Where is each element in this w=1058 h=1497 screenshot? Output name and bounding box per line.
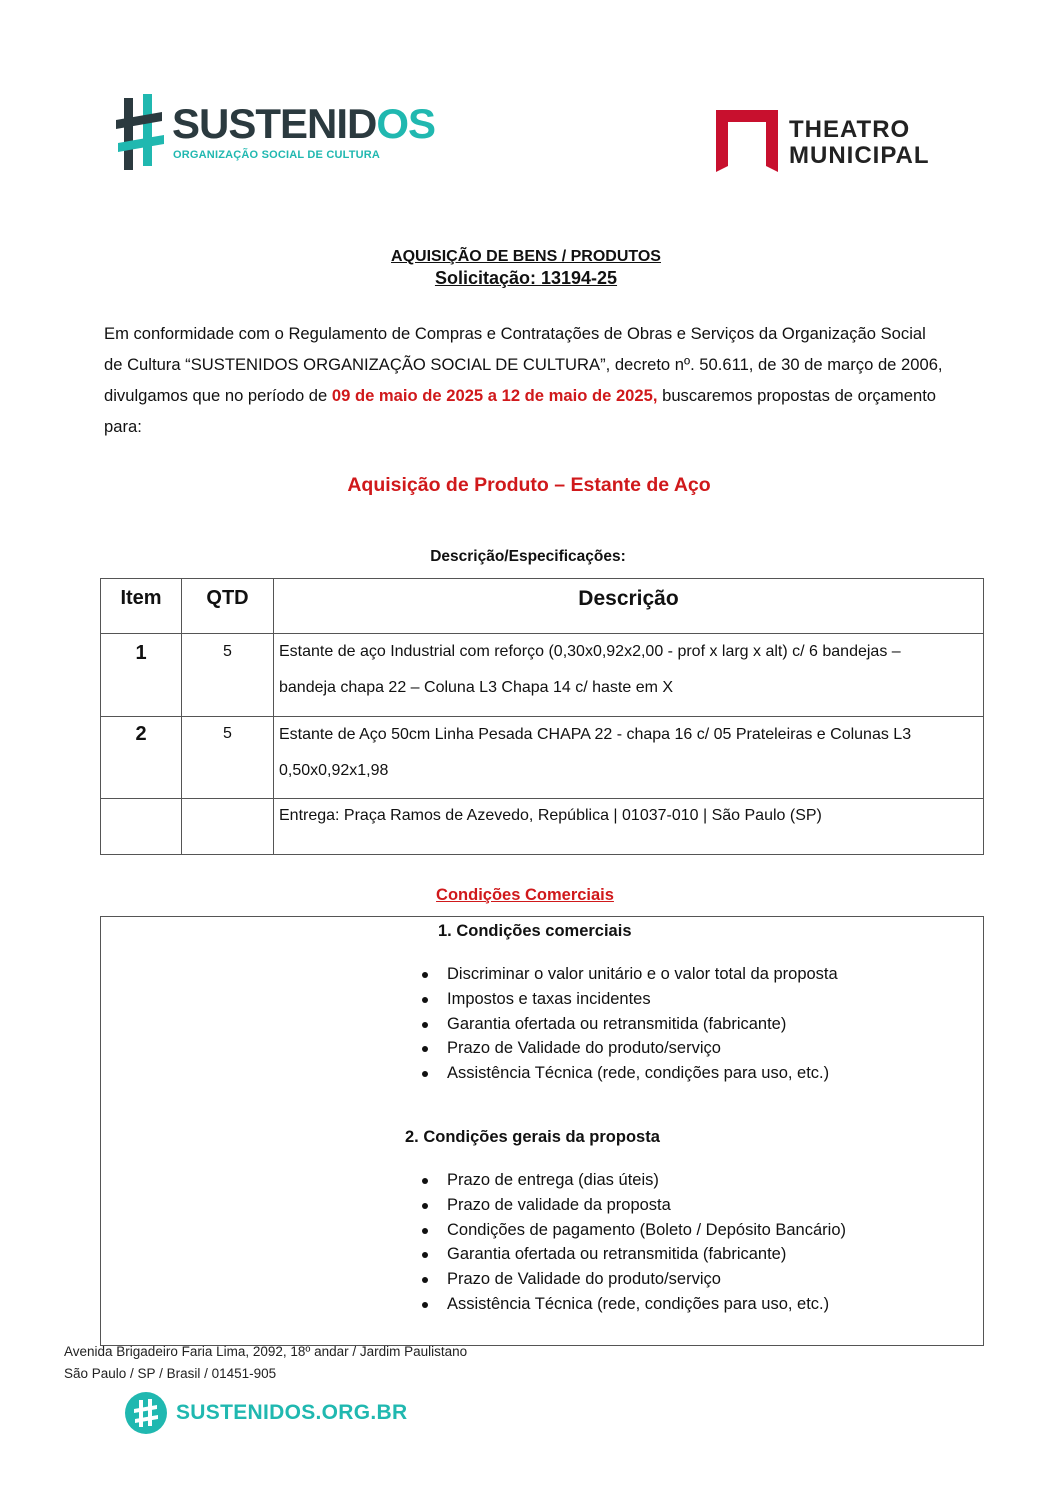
list-item: Prazo de validade da proposta <box>447 1193 846 1218</box>
intro-paragraph <box>104 318 944 442</box>
row-qty-cell <box>181 716 274 799</box>
section1-list <box>447 962 838 1086</box>
list-item: Garantia ofertada ou retransmitida (fabricante) <box>447 1242 846 1267</box>
row-description-line2: bandeja chapa 22 – Coluna L3 Chapa 14 c/ haste em X <box>279 679 674 696</box>
delivery-address: Entrega: Praça Ramos de Azevedo, República | 01037-010 | São Paulo (SP) <box>273 798 984 855</box>
row-qty: 5 <box>223 725 232 742</box>
list-item: Prazo de entrega (dias úteis) <box>447 1168 846 1193</box>
intro-text-after: buscaremos propostas de orçamento para: <box>104 386 937 436</box>
theatro-frame-icon <box>716 110 778 172</box>
delivery-empty-cell <box>100 798 182 855</box>
list-item: Assistência Técnica (rede, condições para uso, etc.) <box>447 1292 846 1317</box>
list-item: Assistência Técnica (rede, condições para uso, etc.) <box>447 1061 838 1086</box>
intro-period: 09 de maio de 2025 a 12 de maio de 2025, <box>331 386 658 405</box>
table-row <box>100 716 182 799</box>
list-item: Impostos e taxas incidentes <box>447 987 838 1012</box>
list-item: Condições de pagamento (Boleto / Depósito Bancário) <box>447 1218 846 1243</box>
delivery-empty-cell <box>181 798 274 855</box>
row-description-cell <box>273 716 984 799</box>
row-description-line1: Estante de Aço 50cm Linha Pesada CHAPA 22 - chapa 16 c/ 05 Prateleiras e Colunas L3 <box>279 726 912 743</box>
row-item-number: 2 <box>135 723 147 745</box>
row-qty: 5 <box>223 643 232 660</box>
specs-heading: Descrição/Especificações: <box>430 548 626 565</box>
section2-title: 2. Condições gerais da proposta <box>405 1128 660 1146</box>
list-item: Prazo de Validade do produto/serviço <box>447 1036 838 1061</box>
footer-url[interactable]: SUSTENIDOS.ORG.BR <box>176 1401 408 1424</box>
table-header-description: Descrição <box>273 578 984 634</box>
table-row <box>100 633 182 717</box>
product-heading: Aquisição de Produto – Estante de Aço <box>347 474 711 496</box>
row-description-line2: 0,50x0,92x1,98 <box>279 762 389 779</box>
row-qty-cell <box>181 633 274 717</box>
table-header-item: Item <box>100 578 182 634</box>
table-header-qty: QTD <box>181 578 274 634</box>
intro-text-before: Em conformidade com o Regulamento de Compras e Contratações de Obras e Serviços da Organização Social de Cultura “SUSTENIDOS ORGANIZAÇÃO SOCIAL DE CULTURA”, decreto nº. 50.611, de 30 de março de 2006, divulgamos que no período de <box>104 324 943 405</box>
request-number: Solicitação: 13194-25 <box>434 268 618 288</box>
document-title: AQUISIÇÃO DE BENS / PRODUTOS <box>391 248 661 265</box>
row-description-line1: Estante de aço Industrial com reforço (0,30x0,92x2,00 - prof x larg x alt) c/ 6 bandejas – <box>279 643 901 660</box>
hash-circle-icon <box>124 1391 168 1435</box>
list-item: Garantia ofertada ou retransmitida (fabricante) <box>447 1012 838 1037</box>
conditions-heading: Condições Comerciais <box>436 886 614 904</box>
row-item-number: 1 <box>135 642 147 664</box>
sustenidos-hash-icon <box>116 94 166 172</box>
sustenidos-logo <box>116 94 436 172</box>
section2-list <box>447 1168 846 1317</box>
footer-address-line2: São Paulo / SP / Brasil / 01451-905 <box>64 1366 277 1381</box>
sustenidos-subtitle: ORGANIZAÇÃO SOCIAL DE CULTURA <box>173 149 381 161</box>
sustenidos-wordmark: SUSTENIDOS <box>172 100 436 147</box>
list-item: Discriminar o valor unitário e o valor total da proposta <box>447 962 838 987</box>
section1-title: 1. Condições comerciais <box>438 922 632 940</box>
row-description-cell <box>273 633 984 717</box>
list-item: Prazo de Validade do produto/serviço <box>447 1267 846 1292</box>
theatro-line1: THEATRO <box>789 116 911 143</box>
footer-address-line1: Avenida Brigadeiro Faria Lima, 2092, 18º andar / Jardim Paulistano <box>64 1344 468 1359</box>
theatro-line2: MUNICIPAL <box>789 142 930 169</box>
footer-logo <box>124 1391 408 1435</box>
theatro-municipal-logo <box>716 110 956 174</box>
